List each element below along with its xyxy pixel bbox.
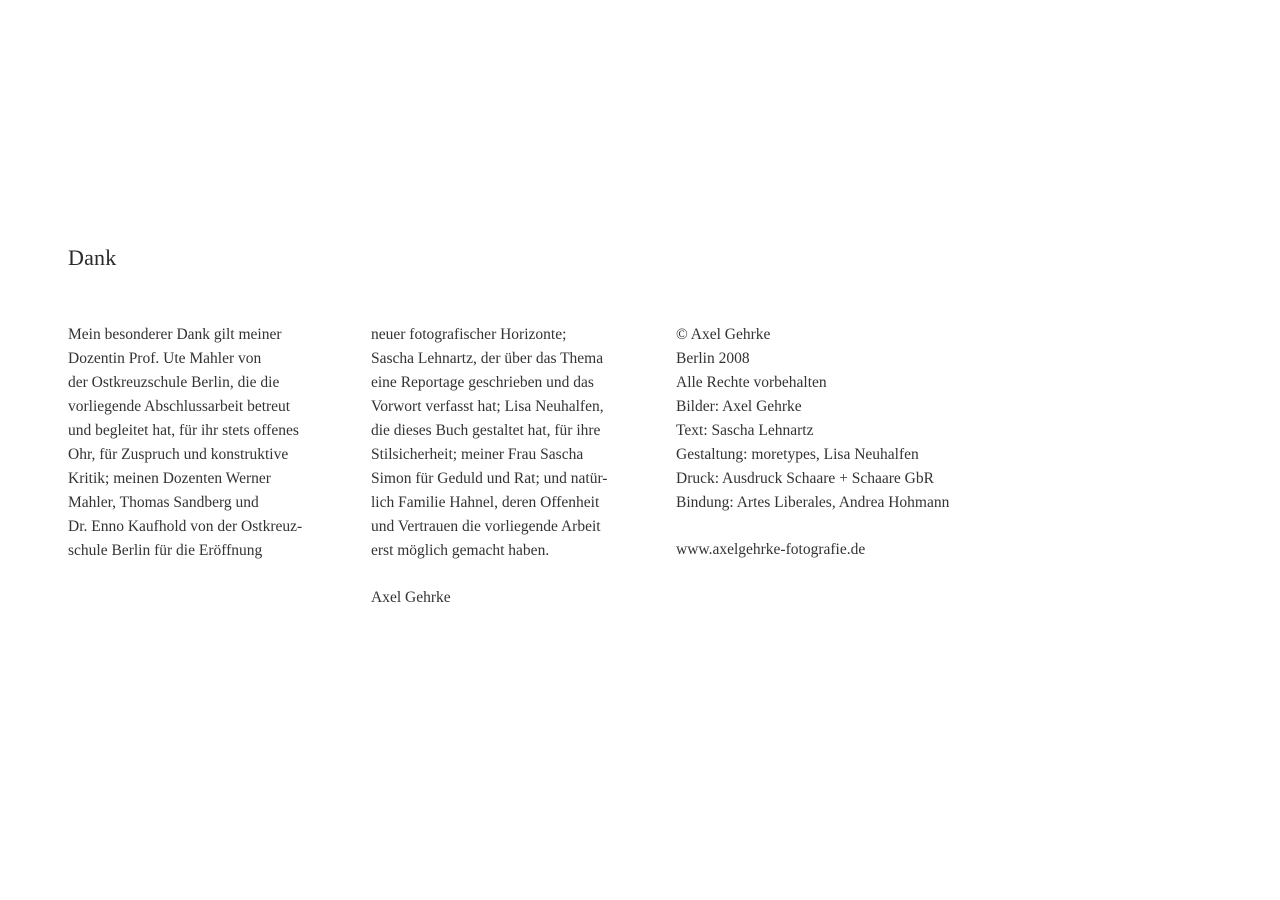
imprint-line: Bilder: Axel Gehrke bbox=[676, 398, 802, 415]
text-line: Dr. Enno Kaufhold von der Ostkreuz- bbox=[68, 518, 303, 535]
text-line: lich Familie Hahnel, deren Offenheit bbox=[371, 494, 600, 511]
text-line: Simon für Geduld und Rat; und natür- bbox=[371, 470, 608, 487]
text-line: der Ostkreuzschule Berlin, die die bbox=[68, 374, 280, 391]
imprint-line: Alle Rechte vorbehalten bbox=[676, 374, 827, 391]
text-line: Dozentin Prof. Ute Mahler von bbox=[68, 350, 262, 367]
text-line: vorliegende Abschlussarbeit betreut bbox=[68, 398, 291, 415]
text-line: und begleitet hat, für ihr stets offenes bbox=[68, 422, 299, 439]
text-line: Stilsicherheit; meiner Frau Sascha bbox=[371, 446, 584, 463]
website-text: www.axelgehrke-fotografie.de bbox=[676, 541, 866, 558]
text-line: erst möglich gemacht haben. bbox=[371, 542, 550, 559]
acknowledgement-column-1 bbox=[68, 323, 358, 563]
imprint-line: Bindung: Artes Liberales, Andrea Hohmann bbox=[676, 494, 950, 511]
text-line: eine Reportage geschrieben und das bbox=[371, 374, 594, 391]
signature: Axel Gehrke bbox=[371, 589, 451, 606]
imprint-line: Gestaltung: moretypes, Lisa Neuhalfen bbox=[676, 446, 919, 463]
text-line: und Vertrauen die vorliegende Arbeit bbox=[371, 518, 601, 535]
text-line: schule Berlin für die Eröffnung bbox=[68, 542, 263, 559]
imprint-line: Druck: Ausdruck Schaare + Schaare GbR bbox=[676, 470, 934, 487]
text-line: Vorwort verfasst hat; Lisa Neuhalfen, bbox=[371, 398, 604, 415]
text-line: die dieses Buch gestaltet hat, für ihre bbox=[371, 422, 601, 439]
text-line: Mahler, Thomas Sandberg und bbox=[68, 494, 259, 511]
copyright-line: © Axel Gehrke bbox=[676, 326, 771, 343]
line-spacer bbox=[371, 563, 661, 586]
line-spacer bbox=[676, 515, 1016, 538]
page-heading: Dank bbox=[68, 245, 117, 270]
imprint-line: Text: Sascha Lehnartz bbox=[676, 422, 814, 439]
text-line: Kritik; meinen Dozenten Werner bbox=[68, 470, 271, 487]
text-line: Ohr, für Zuspruch und konstruktive bbox=[68, 446, 289, 463]
imprint-column bbox=[676, 323, 1016, 562]
imprint-line: Berlin 2008 bbox=[676, 350, 750, 367]
text-line: Sascha Lehnartz, der über das Thema bbox=[371, 350, 604, 367]
text-line: neuer fotografischer Horizonte; bbox=[371, 326, 567, 343]
text-line: Mein besonderer Dank gilt meiner bbox=[68, 326, 282, 343]
acknowledgement-column-2 bbox=[371, 323, 661, 610]
